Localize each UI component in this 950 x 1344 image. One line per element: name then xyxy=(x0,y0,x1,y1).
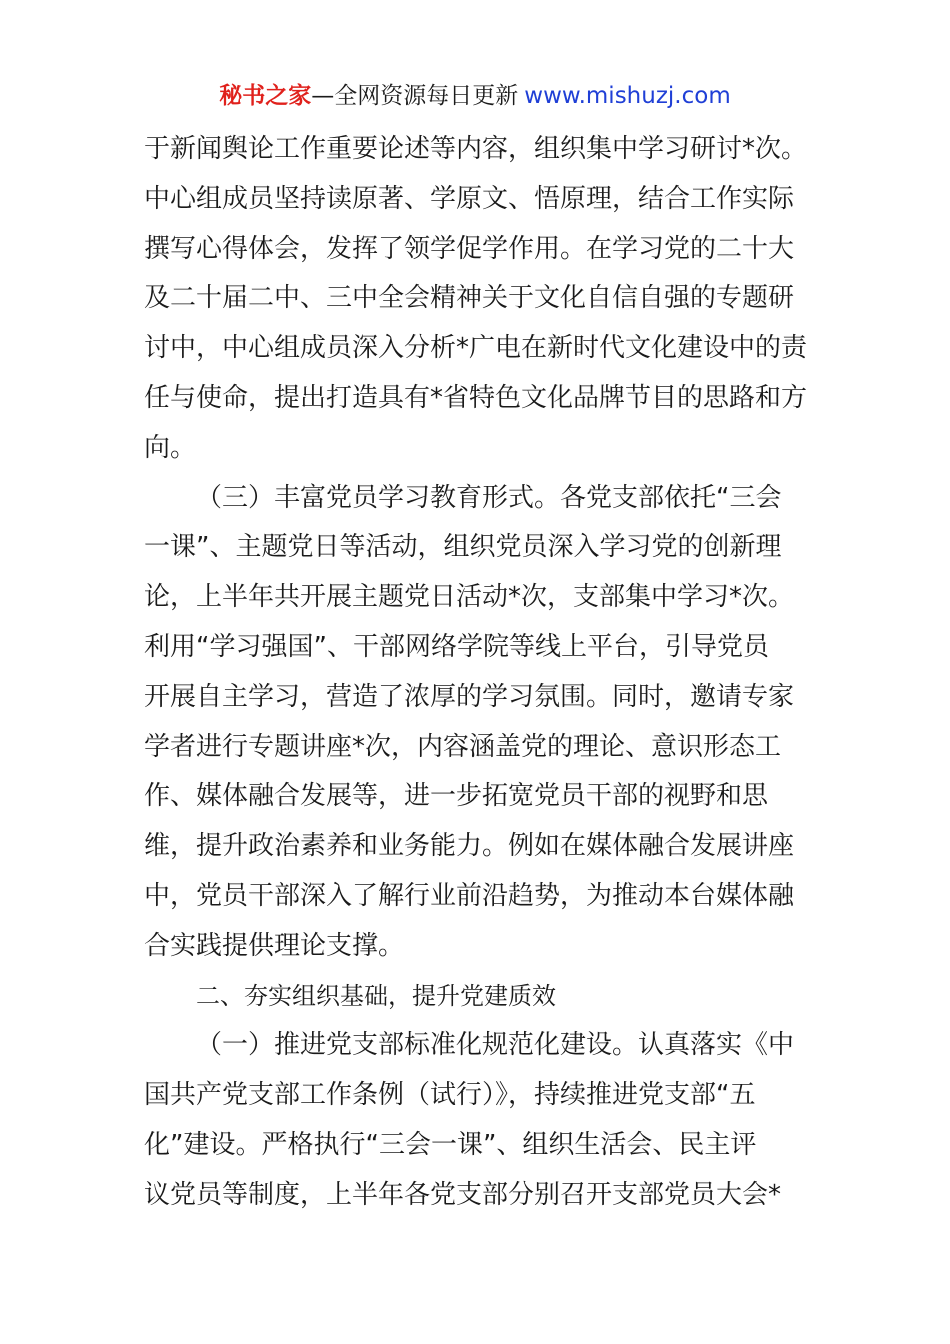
body-line: 中，党员干部深入了解行业前沿趋势，为推动本台媒体融 xyxy=(144,880,795,911)
body-line: 议党员等制度，上半年各党支部分别召开支部党员大会* xyxy=(144,1179,782,1210)
body-line: 化”建设。严格执行“三会一课”、组织生活会、民主评 xyxy=(144,1129,757,1160)
section-heading: 二、夯实组织基础，提升党建质效 xyxy=(196,981,556,1010)
site-brand: 秘书之家 xyxy=(219,83,312,109)
body-line: 一课”、主题党日等活动，组织党员深入学习党的创新理 xyxy=(144,532,782,563)
body-line: 开展自主学习，营造了浓厚的学习氛围。同时，邀请专家 xyxy=(144,681,795,712)
body-line: 中心组成员坚持读原著、学原文、悟原理，结合工作实际 xyxy=(144,183,795,214)
body-line: 作、媒体融合发展等，进一步拓宽党员干部的视野和思 xyxy=(144,781,769,812)
body-line: 合实践提供理论支撑。 xyxy=(144,930,405,961)
body-line: 维，提升政治素养和业务能力。例如在媒体融合发展讲座 xyxy=(144,831,795,862)
body-line: 任与使命，提出打造具有*省特色文化品牌节目的思路和方 xyxy=(144,382,808,413)
site-tagline: —全网资源每日更新 xyxy=(311,83,519,109)
body-line: 学者进行专题讲座*次，内容涵盖党的理论、意识形态工 xyxy=(144,731,782,762)
body-line: 及二十届二中、三中全会精神关于文化自信自强的专题研 xyxy=(144,283,795,314)
site-url-link[interactable]: www.mishuzj.com xyxy=(524,83,731,109)
body-line: 利用“学习强国”、干部网络学院等线上平台，引导党员 xyxy=(144,631,769,662)
document-body xyxy=(144,125,810,1221)
body-line: 论，上半年共开展主题党日活动*次，支部集中学习*次。 xyxy=(144,582,795,613)
paragraph-start-line: （三）丰富党员学习教育形式。各党支部依托“三会 xyxy=(196,482,782,513)
body-line: 向。 xyxy=(144,432,197,463)
body-line: 于新闻舆论工作重要论述等内容，组织集中学习研讨*次。 xyxy=(144,134,808,164)
body-line: 国共产党支部工作条例（试行）》，持续推进党支部“五 xyxy=(144,1080,756,1111)
body-line: 讨中，中心组成员深入分析*广电在新时代文化建设中的责 xyxy=(144,333,808,364)
body-line: 撰写心得体会，发挥了领学促学作用。在学习党的二十大 xyxy=(144,233,795,264)
site-header xyxy=(0,80,950,112)
paragraph-start-line: （一）推进党支部标准化规范化建设。认真落实《中 xyxy=(196,1030,795,1061)
